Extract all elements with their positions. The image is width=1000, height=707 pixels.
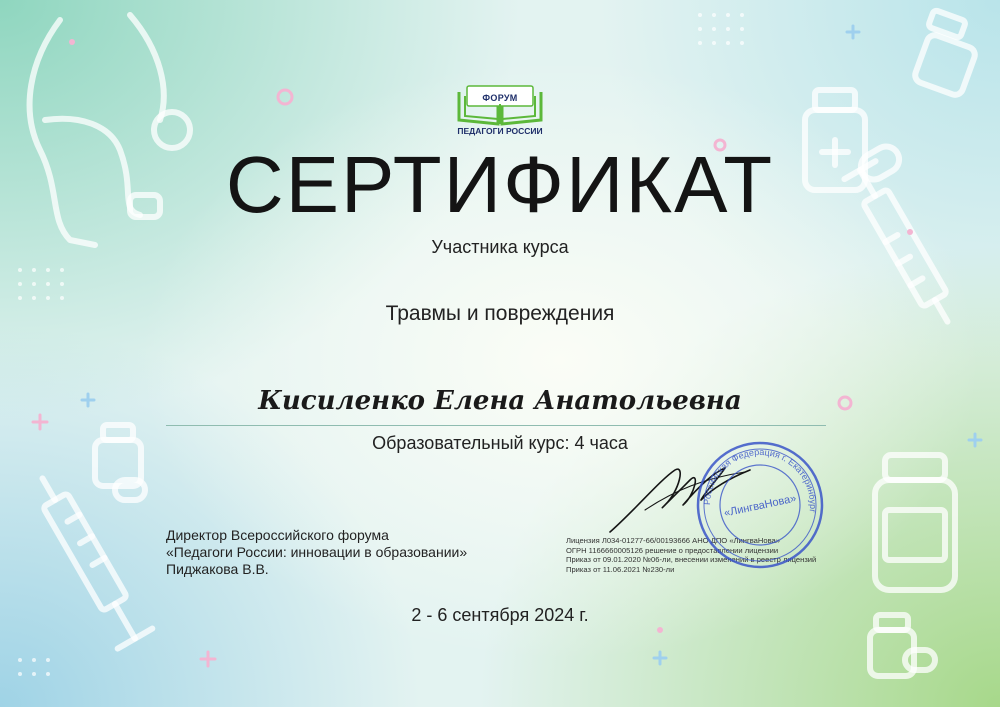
forum-logo xyxy=(445,80,555,142)
participant-name: Кисиленко Елена Анатольевна xyxy=(258,386,742,416)
logo-bottom-word: ПЕДАГОГИ РОССИИ xyxy=(457,126,543,136)
course-date: 2 - 6 сентября 2024 г. xyxy=(411,605,589,625)
logo-top-word: ФОРУМ xyxy=(482,93,518,103)
medicine-bottle-icon xyxy=(875,455,955,590)
stamp-center-text: «ЛингваНова» xyxy=(723,492,798,520)
medicine-bottle-icon xyxy=(913,10,977,97)
name-underline xyxy=(166,425,826,426)
director-block xyxy=(166,527,467,578)
director-forum: «Педагоги России: инновации в образовании» xyxy=(166,544,468,560)
director-name: Пиджакова В.В. xyxy=(166,561,269,577)
stamp-ring-text: Российская Федерация г. Екатеринбург xyxy=(701,446,819,514)
course-name: Травмы и повреждения xyxy=(385,302,615,325)
director-title: Директор Всероссийского форума xyxy=(166,527,389,543)
course-hours: Образовательный курс: 4 часа xyxy=(372,433,628,453)
license-line: Лицензия Л034-01277-66/00193666 АНО ДПО «ЛингваНова» xyxy=(566,536,781,545)
certificate-title: СЕРТИФИКАТ xyxy=(225,140,775,229)
license-line: Приказ от 09.01.2020 №06-ли, внесении изменений в реестр лицензий xyxy=(566,555,817,565)
certificate-subtitle: Участника курса xyxy=(431,237,569,257)
license-line: ОГРН 1166660005126 решение о предоставлении лицензии xyxy=(566,545,779,555)
official-stamp xyxy=(695,440,825,570)
license-line: Приказ от 11.06.2021 №230-ли xyxy=(566,564,675,574)
